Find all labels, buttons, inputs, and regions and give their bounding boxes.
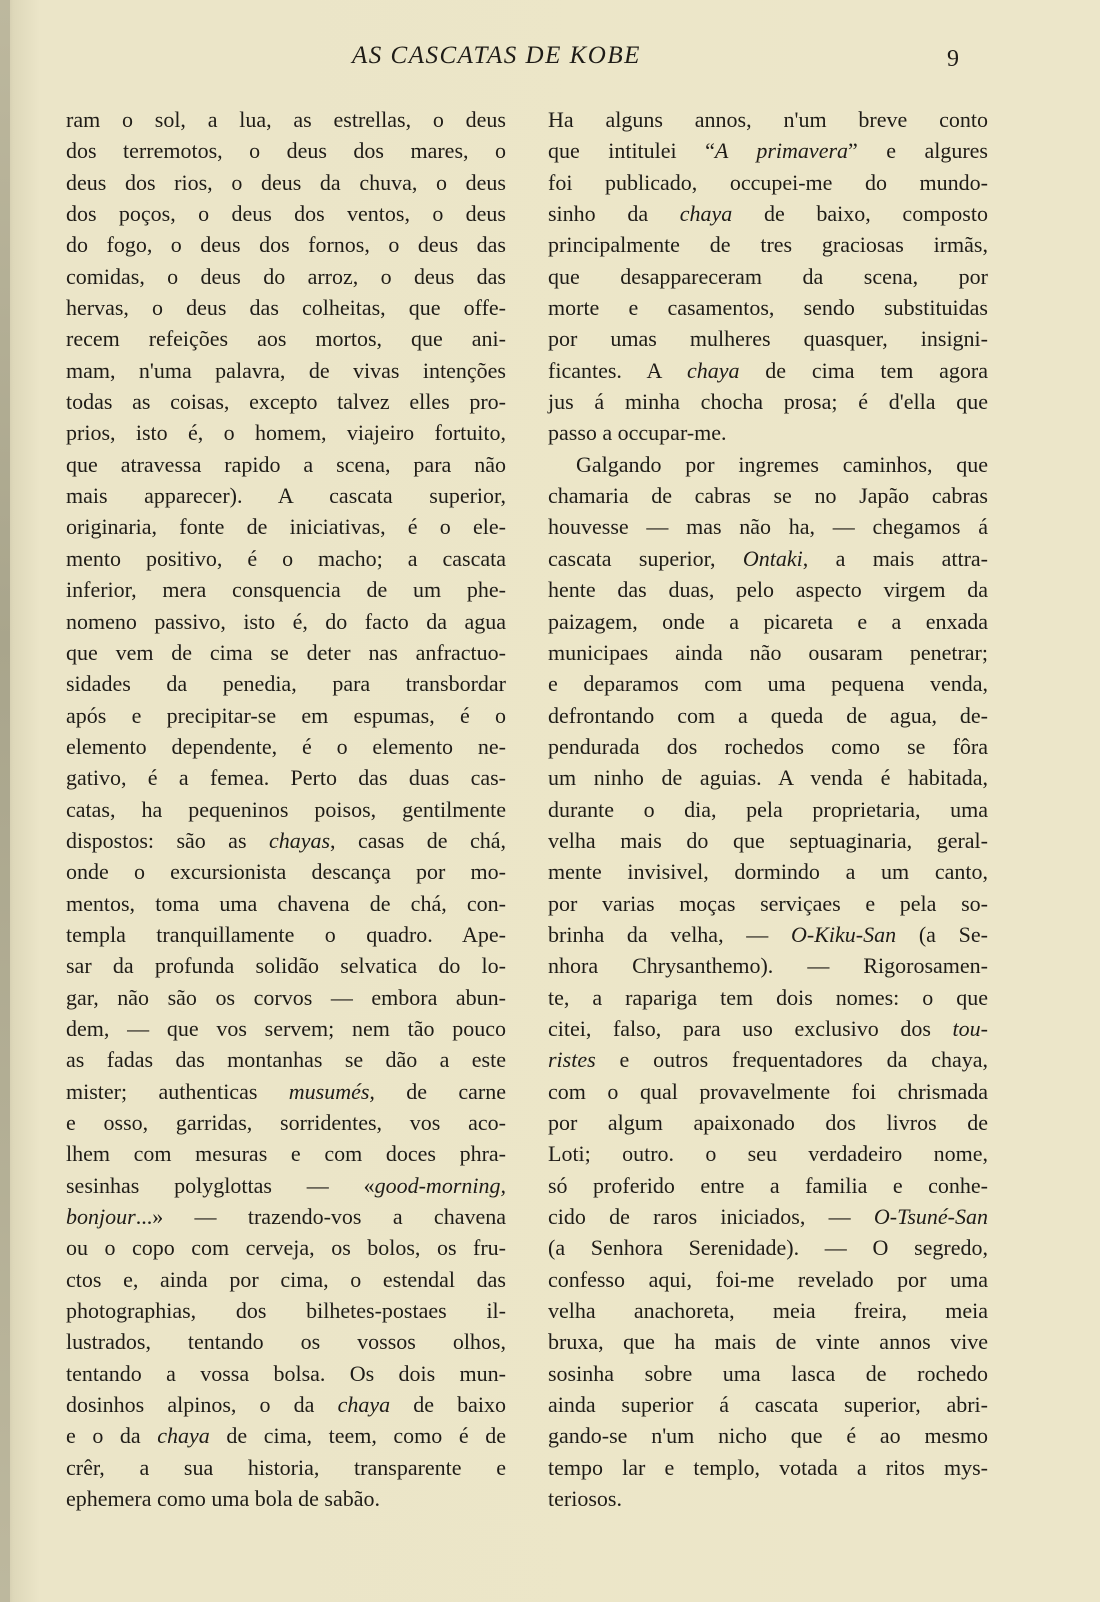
text-run: dos poços, o deus dos ventos, o deus bbox=[66, 201, 506, 227]
text-line bbox=[548, 386, 988, 417]
text-run: velha anachoreta, meia freira, meia bbox=[548, 1298, 988, 1324]
text-line bbox=[548, 1044, 988, 1075]
text-run: prios, isto é, o homem, viajeiro fortuito, bbox=[66, 420, 506, 446]
text-run: só proferido entre a familia e conhe- bbox=[548, 1172, 988, 1198]
running-head bbox=[0, 40, 1100, 80]
text-run: paizagem, onde a picareta e a enxada bbox=[548, 608, 988, 634]
italic-text: chaya bbox=[337, 1392, 391, 1418]
text-run: gativo, é a femea. Perto das duas cas- bbox=[66, 765, 506, 791]
text-line bbox=[548, 950, 988, 981]
text-line bbox=[548, 198, 988, 229]
text-run: e deparamos com uma pequena venda, bbox=[548, 671, 988, 697]
text-line bbox=[548, 762, 988, 793]
text-line bbox=[548, 135, 988, 166]
text-line bbox=[66, 543, 506, 574]
text-run: (a Senhora Serenidade). — O segredo, bbox=[548, 1235, 988, 1261]
text-run: mente invisivel, dormindo a um canto, bbox=[548, 859, 988, 885]
text-line bbox=[548, 825, 988, 856]
text-line bbox=[66, 229, 506, 260]
right-column bbox=[548, 104, 988, 1514]
italic-text: chayas bbox=[268, 827, 331, 853]
italic-text: tou- bbox=[952, 1015, 988, 1041]
text-line bbox=[66, 794, 506, 825]
text-run: morte e casamentos, sendo substituidas bbox=[548, 295, 988, 321]
text-line bbox=[66, 668, 506, 699]
text-run: gando-se n'um nicho que é ao mesmo bbox=[548, 1423, 988, 1449]
text-run: onde o excursionista descança por mo- bbox=[66, 859, 506, 885]
text-line bbox=[66, 1013, 506, 1044]
text-line bbox=[548, 449, 988, 480]
text-run: lustrados, tentando os vossos olhos, bbox=[66, 1329, 506, 1355]
text-run: ainda superior á cascata superior, abri- bbox=[548, 1392, 988, 1418]
text-line bbox=[548, 794, 988, 825]
text-run: hente das duas, pelo aspecto virgem da bbox=[548, 577, 988, 603]
text-run: mister; authenticas bbox=[66, 1078, 289, 1104]
text-run: de carne bbox=[374, 1078, 506, 1104]
italic-text: O-Kiku-San bbox=[791, 921, 897, 947]
text-line bbox=[548, 700, 988, 731]
text-line bbox=[66, 950, 506, 981]
text-line bbox=[66, 1201, 506, 1232]
text-line bbox=[548, 229, 988, 260]
text-line bbox=[548, 919, 988, 950]
text-line bbox=[548, 1076, 988, 1107]
text-line bbox=[66, 355, 506, 386]
italic-text: A primavera bbox=[714, 138, 849, 164]
italic-text: good-morning, bbox=[374, 1172, 506, 1198]
text-line bbox=[66, 1044, 506, 1075]
text-run: de baixo, composto bbox=[732, 201, 988, 227]
text-line bbox=[548, 731, 988, 762]
text-line bbox=[66, 919, 506, 950]
text-line bbox=[66, 700, 506, 731]
text-run: durante o dia, pela proprietaria, uma bbox=[548, 796, 988, 822]
text-run: de cima, teem, como é de bbox=[209, 1423, 506, 1449]
text-line bbox=[548, 574, 988, 605]
text-line bbox=[66, 104, 506, 135]
text-line bbox=[548, 637, 988, 668]
text-line bbox=[548, 1138, 988, 1169]
text-run: ou o copo com cerveja, os bolos, os fru- bbox=[66, 1235, 506, 1261]
text-run: tempo lar e templo, votada a ritos mys- bbox=[548, 1454, 988, 1480]
text-run: jus á minha chocha prosa; é d'ella que bbox=[548, 389, 988, 415]
text-line bbox=[66, 637, 506, 668]
text-run: ephemera como uma bola de sabão. bbox=[66, 1486, 380, 1512]
text-run: Galgando por ingremes caminhos, que bbox=[576, 451, 988, 477]
text-line bbox=[66, 856, 506, 887]
text-line bbox=[66, 1295, 506, 1326]
text-run: confesso aqui, foi-me revelado por uma bbox=[548, 1266, 988, 1292]
text-line bbox=[66, 606, 506, 637]
text-run: chamaria de cabras se no Japão cabras bbox=[548, 483, 988, 509]
text-run: que atravessa rapido a scena, para não bbox=[66, 451, 506, 477]
text-line bbox=[66, 198, 506, 229]
text-run: mam, n'uma palavra, de vivas intenções bbox=[66, 357, 506, 383]
text-run: dem, — que vos servem; nem tão pouco bbox=[66, 1015, 506, 1041]
text-line bbox=[66, 1264, 506, 1295]
text-line bbox=[548, 104, 988, 135]
text-run: photographias, dos bilhetes-postaes il- bbox=[66, 1298, 506, 1324]
text-line bbox=[66, 574, 506, 605]
text-run: cido de raros iniciados, — bbox=[548, 1204, 874, 1230]
text-run: crêr, a sua historia, transparente e bbox=[66, 1454, 506, 1480]
text-run: por varias moças serviçaes e pela so- bbox=[548, 890, 988, 916]
text-line bbox=[548, 1389, 988, 1420]
text-run: bruxa, que ha mais de vinte annos vive bbox=[548, 1329, 988, 1355]
text-run: tentando a vossa bolsa. Os dois mun- bbox=[66, 1360, 506, 1386]
text-run: citei, falso, para uso exclusivo dos bbox=[548, 1015, 953, 1041]
text-line bbox=[548, 167, 988, 198]
text-line bbox=[66, 1107, 506, 1138]
text-run: que desappareceram da scena, por bbox=[548, 263, 988, 289]
text-line bbox=[66, 167, 506, 198]
text-run: (a Se- bbox=[896, 921, 989, 947]
text-run: ficantes. A bbox=[548, 357, 687, 383]
text-run: brinha da velha, — bbox=[548, 921, 792, 947]
text-line bbox=[548, 417, 988, 448]
text-line bbox=[548, 1013, 988, 1044]
text-run: originaria, fonte de iniciativas, é o ele- bbox=[66, 514, 506, 540]
text-run: municipaes ainda não ousaram penetrar; bbox=[548, 639, 988, 665]
text-line bbox=[548, 606, 988, 637]
text-line bbox=[548, 1420, 988, 1451]
text-line bbox=[66, 480, 506, 511]
text-line bbox=[548, 355, 988, 386]
text-line bbox=[66, 982, 506, 1013]
text-line bbox=[548, 543, 988, 574]
text-run: ctos e, ainda por cima, o estendal das bbox=[66, 1266, 506, 1292]
text-run: ” e algures bbox=[848, 138, 988, 164]
text-run: dispostos: são as bbox=[66, 827, 269, 853]
text-run: que vem de cima se deter nas anfractuo- bbox=[66, 639, 506, 665]
text-line bbox=[66, 1138, 506, 1169]
text-line bbox=[66, 417, 506, 448]
text-run: todas as coisas, excepto talvez elles pro- bbox=[66, 389, 506, 415]
text-run: por algum apaixonado dos livros de bbox=[548, 1110, 988, 1135]
text-run: defrontando com a queda de agua, de- bbox=[548, 702, 988, 728]
text-run: teriosos. bbox=[548, 1486, 622, 1512]
text-run: lhem com mesuras e com doces phra- bbox=[66, 1141, 506, 1167]
italic-text: musumés, bbox=[288, 1078, 375, 1104]
text-run: inferior, mera consquencia de um phe- bbox=[66, 577, 506, 603]
text-line bbox=[66, 1326, 506, 1357]
text-line bbox=[548, 1170, 988, 1201]
text-run: que intitulei “ bbox=[548, 138, 715, 164]
text-run: por umas mulheres quasquer, insigni- bbox=[548, 326, 988, 352]
text-run: e outros frequentadores da chaya, bbox=[595, 1047, 988, 1073]
text-line bbox=[66, 825, 506, 856]
text-line bbox=[548, 888, 988, 919]
text-run: principalmente de tres graciosas irmãs, bbox=[548, 232, 988, 258]
text-line bbox=[548, 1358, 988, 1389]
text-line bbox=[66, 135, 506, 166]
text-run: , a mais attra- bbox=[802, 545, 988, 571]
text-line bbox=[66, 888, 506, 919]
italic-text: O-Tsuné-San bbox=[873, 1204, 988, 1230]
text-run: sidades da penedia, para transbordar bbox=[66, 671, 506, 697]
text-run: cascata superior, bbox=[548, 545, 743, 571]
text-line bbox=[66, 1389, 506, 1420]
text-run: gar, não são os corvos — embora abun- bbox=[66, 984, 506, 1010]
text-run: Ha alguns annos, n'um breve conto bbox=[548, 107, 988, 132]
text-line bbox=[548, 1201, 988, 1232]
italic-text: bonjour bbox=[66, 1204, 136, 1230]
text-line bbox=[548, 323, 988, 354]
text-run: com o qual provavelmente foi chrismada bbox=[548, 1078, 988, 1104]
text-run: Loti; outro. o seu verdadeiro nome, bbox=[548, 1141, 988, 1167]
text-run: de baixo bbox=[390, 1392, 506, 1418]
text-run: sosinha sobre uma lasca de rochedo bbox=[548, 1360, 988, 1386]
text-line bbox=[66, 261, 506, 292]
text-line bbox=[66, 1483, 506, 1514]
text-line bbox=[548, 982, 988, 1013]
text-line bbox=[548, 1452, 988, 1483]
text-run: te, a rapariga tem dois nomes: o que bbox=[548, 984, 988, 1010]
text-run: ram o sol, a lua, as estrellas, o deus bbox=[66, 107, 506, 132]
text-line bbox=[66, 511, 506, 542]
text-line bbox=[66, 1170, 506, 1201]
text-line bbox=[548, 668, 988, 699]
text-line bbox=[548, 511, 988, 542]
text-run: houvesse — mas não ha, — chegamos á bbox=[548, 514, 988, 540]
text-run: pendurada dos rochedos como se fôra bbox=[548, 733, 988, 759]
text-line bbox=[66, 323, 506, 354]
text-run: comidas, o deus do arroz, o deus das bbox=[66, 263, 506, 289]
text-run: sinho da bbox=[548, 201, 680, 227]
text-run: do fogo, o deus dos fornos, o deus das bbox=[66, 232, 506, 258]
text-line bbox=[66, 1452, 506, 1483]
text-line bbox=[548, 1295, 988, 1326]
text-line bbox=[548, 1232, 988, 1263]
text-run: velha mais do que septuaginaria, geral- bbox=[548, 827, 988, 853]
text-line bbox=[548, 292, 988, 323]
text-line bbox=[66, 1420, 506, 1451]
running-title: AS CASCATAS DE KOBE bbox=[352, 42, 641, 69]
text-run: templa tranquillamente o quadro. Ape- bbox=[66, 921, 506, 947]
text-run: ...» — trazendo-vos a chavena bbox=[135, 1204, 506, 1230]
text-run: de cima tem agora bbox=[739, 357, 988, 383]
text-run: e o da bbox=[66, 1423, 158, 1449]
text-line bbox=[548, 856, 988, 887]
text-run: nhora Chrysanthemo). — Rigorosamen- bbox=[548, 953, 988, 979]
text-run: após e precipitar-se em espumas, é o bbox=[66, 702, 506, 728]
italic-text: chaya bbox=[679, 201, 733, 227]
text-run: as fadas das montanhas se dão a este bbox=[66, 1047, 506, 1073]
page-number: 9 bbox=[947, 46, 959, 72]
text-run: dos terremotos, o deus dos mares, o bbox=[66, 138, 506, 164]
text-run: , casas de chá, bbox=[330, 827, 506, 853]
text-run: foi publicado, occupei-me do mundo- bbox=[548, 169, 988, 195]
text-run: recem refeições aos mortos, que ani- bbox=[66, 326, 506, 352]
text-run: catas, ha pequeninos poisos, gentilmente bbox=[66, 796, 506, 822]
text-run: nomeno passivo, isto é, do facto da agua bbox=[66, 608, 506, 634]
text-run: e osso, garridas, sorridentes, vos aco- bbox=[66, 1110, 506, 1135]
text-run: hervas, o deus das colheitas, que offe- bbox=[66, 295, 506, 321]
text-line bbox=[548, 1264, 988, 1295]
text-line bbox=[66, 731, 506, 762]
italic-text: ristes bbox=[548, 1047, 596, 1073]
text-run: mais apparecer). A cascata superior, bbox=[66, 483, 506, 509]
text-run: passo a occupar-me. bbox=[548, 420, 727, 446]
text-line bbox=[548, 480, 988, 511]
text-line bbox=[66, 386, 506, 417]
left-column bbox=[66, 104, 506, 1514]
text-line bbox=[548, 1107, 988, 1138]
text-run: mento positivo, é o macho; a cascata bbox=[66, 545, 506, 571]
text-line bbox=[548, 1483, 988, 1514]
text-run: sesinhas polyglottas — « bbox=[66, 1172, 375, 1198]
text-run: deus dos rios, o deus da chuva, o deus bbox=[66, 169, 506, 195]
text-line bbox=[548, 261, 988, 292]
italic-text: chaya bbox=[686, 357, 740, 383]
text-line bbox=[66, 1358, 506, 1389]
text-run: mentos, toma uma chavena de chá, con- bbox=[66, 890, 506, 916]
text-line bbox=[548, 1326, 988, 1357]
text-line bbox=[66, 449, 506, 480]
text-line bbox=[66, 762, 506, 793]
italic-text: chaya bbox=[157, 1423, 210, 1449]
text-run: dosinhos alpinos, o da bbox=[66, 1392, 338, 1418]
italic-text: Ontaki bbox=[742, 545, 803, 571]
text-run: elemento dependente, é o elemento ne- bbox=[66, 733, 506, 759]
text-line bbox=[66, 1076, 506, 1107]
text-line bbox=[66, 1232, 506, 1263]
text-line bbox=[66, 292, 506, 323]
text-run: um ninho de aguias. A venda é habitada, bbox=[548, 765, 988, 791]
text-run: sar da profunda solidão selvatica do lo- bbox=[66, 953, 506, 979]
